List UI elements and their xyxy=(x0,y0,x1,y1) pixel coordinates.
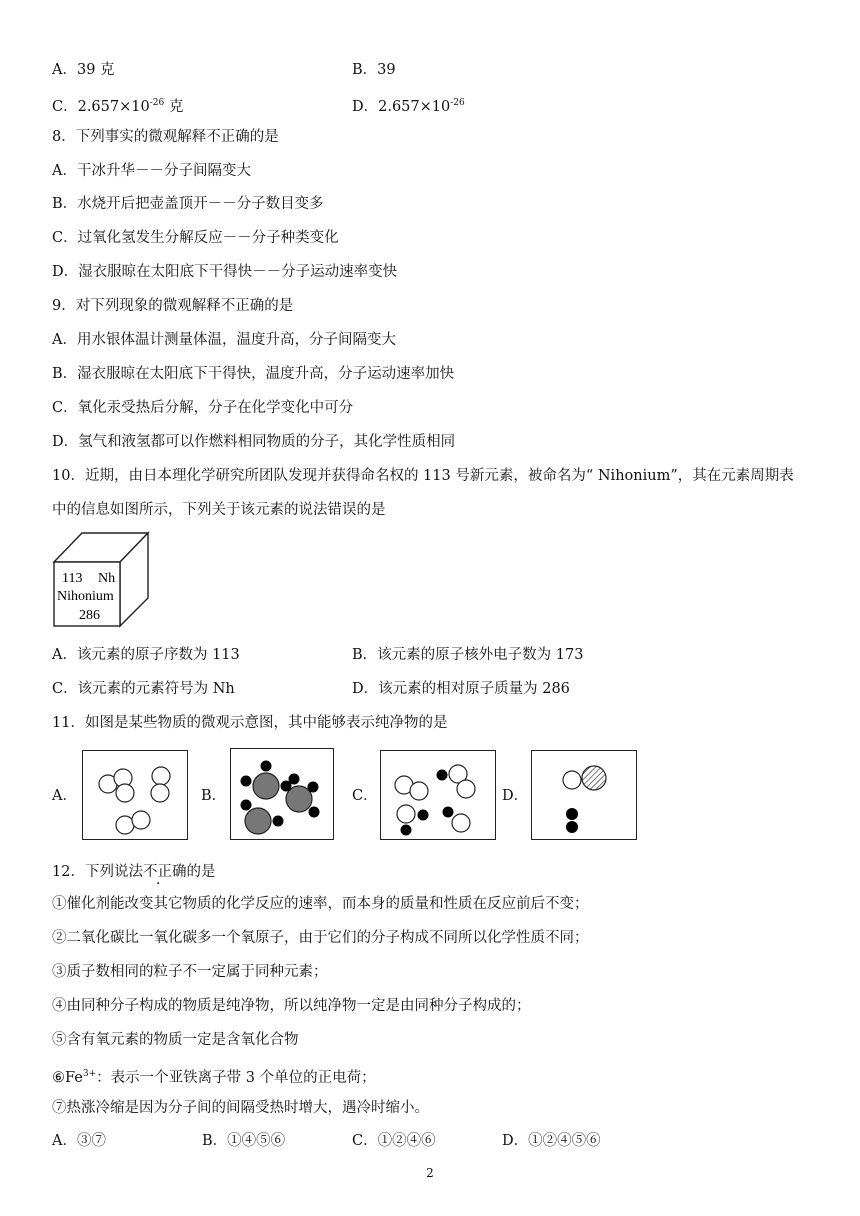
q10-option-d: D．该元素的相对原子质量为 286 xyxy=(352,681,570,697)
q11-stem: 11．如图是某些物质的微观示意图，其中能够表示纯净物的是 xyxy=(52,715,448,731)
element-symbol: Nh xyxy=(98,571,116,586)
q9-option-a: A．用水银体温计测量体温，温度升高，分子间隔变大 xyxy=(52,332,396,348)
element-mass: 286 xyxy=(79,608,100,623)
q12-statement-4: ④由同种分子构成的物质是纯净物，所以纯净物一定是由同种分子构成的； xyxy=(52,998,531,1014)
q8-option-b: B．水烧开后把壶盖顶开－－分子数目变多 xyxy=(52,196,324,212)
q9-option-c: C．氧化汞受热后分解，分子在化学变化中可分 xyxy=(52,400,354,416)
q9-option-d: D．氢气和液氢都可以作燃料相同物质的分子，其化学性质相同 xyxy=(52,434,456,450)
q11-diagram-a xyxy=(82,750,188,840)
q8-option-d: D．湿衣服晾在太阳底下干得快－－分子运动速率变快 xyxy=(52,264,398,280)
q12-option-d: D．①②④⑤⑥ xyxy=(502,1133,601,1149)
q12-statement-5: ⑤含有氧元素的物质一定是含氧化合物 xyxy=(52,1032,299,1048)
element-number: 113 xyxy=(62,571,83,586)
q9-stem: 9．对下列现象的微观解释不正确的是 xyxy=(52,298,294,314)
q12-statement-3: ③质子数相同的粒子不一定属于同种元素； xyxy=(52,964,328,980)
q7-option-a: A．39 克 xyxy=(52,62,115,78)
q12-option-c: C．①②④⑥ xyxy=(352,1133,436,1149)
q8-stem: 8．下列事实的微观解释不正确的是 xyxy=(52,129,279,145)
q11-label-d: D． xyxy=(502,788,529,804)
q7-option-d: D．$2.657\times 10^{-26}$ xyxy=(352,98,465,115)
emphasis-not: 不正 xyxy=(142,864,172,880)
q12-stem: 12．下列说法不正确的是 xyxy=(52,864,216,880)
element-cube-figure xyxy=(52,530,154,630)
q7-option-c: C．$2.657\times 10^{-26}$ 克 xyxy=(52,98,184,115)
q11-diagram-b xyxy=(230,748,334,840)
q7-option-b: B．39 xyxy=(352,62,396,78)
q11-label-a: A． xyxy=(52,788,77,804)
q12-option-b: B．①④⑤⑥ xyxy=(202,1133,286,1149)
q11-label-c: C． xyxy=(352,788,378,804)
q12-statement-2: ②二氧化碳比一氧化碳多一个氧原子，由于它们的分子构成不同所以化学性质不同； xyxy=(52,930,589,946)
q12-statement-1: ①催化剂能改变其它物质的化学反应的速率，而本身的质量和性质在反应前后不变； xyxy=(52,896,589,912)
q9-option-b: B．湿衣服晾在太阳底下干得快，温度升高，分子运动速率加快 xyxy=(52,366,455,382)
q10-option-a: A．该元素的原子序数为 113 xyxy=(52,647,240,663)
q12-statement-6: $⑥Fe^{3+}$：表示一个亚铁离子带 3 个单位的正电荷； xyxy=(52,1069,376,1086)
element-name: Nihonium xyxy=(57,589,114,604)
q12-option-a: A．③⑦ xyxy=(52,1133,106,1149)
q10-option-b: B．该元素的原子核外电子数为 173 xyxy=(352,647,584,663)
page-number: 2 xyxy=(426,1166,434,1180)
q10-stem-line2: 中的信息如图所示，下列关于该元素的说法错误的是 xyxy=(52,502,386,518)
q11-label-b: B． xyxy=(201,788,227,804)
q8-option-a: A．干冰升华－－分子间隔变大 xyxy=(52,163,251,179)
q11-diagram-c xyxy=(380,750,496,840)
q8-option-c: C．过氧化氢发生分解反应－－分子种类变化 xyxy=(52,230,339,246)
q10-option-c: C．该元素的元素符号为 Nh xyxy=(52,681,235,697)
q12-statement-7: ⑦热涨冷缩是因为分子间的间隔受热时增大，遇冷时缩小。 xyxy=(52,1100,429,1116)
q11-diagram-d xyxy=(531,750,637,840)
q10-stem-line1: 10．近期，由日本理化学研究所团队发现并获得命名权的 113 号新元素，被命名为“ Nihonium”，其在元素周期表 xyxy=(52,468,794,484)
